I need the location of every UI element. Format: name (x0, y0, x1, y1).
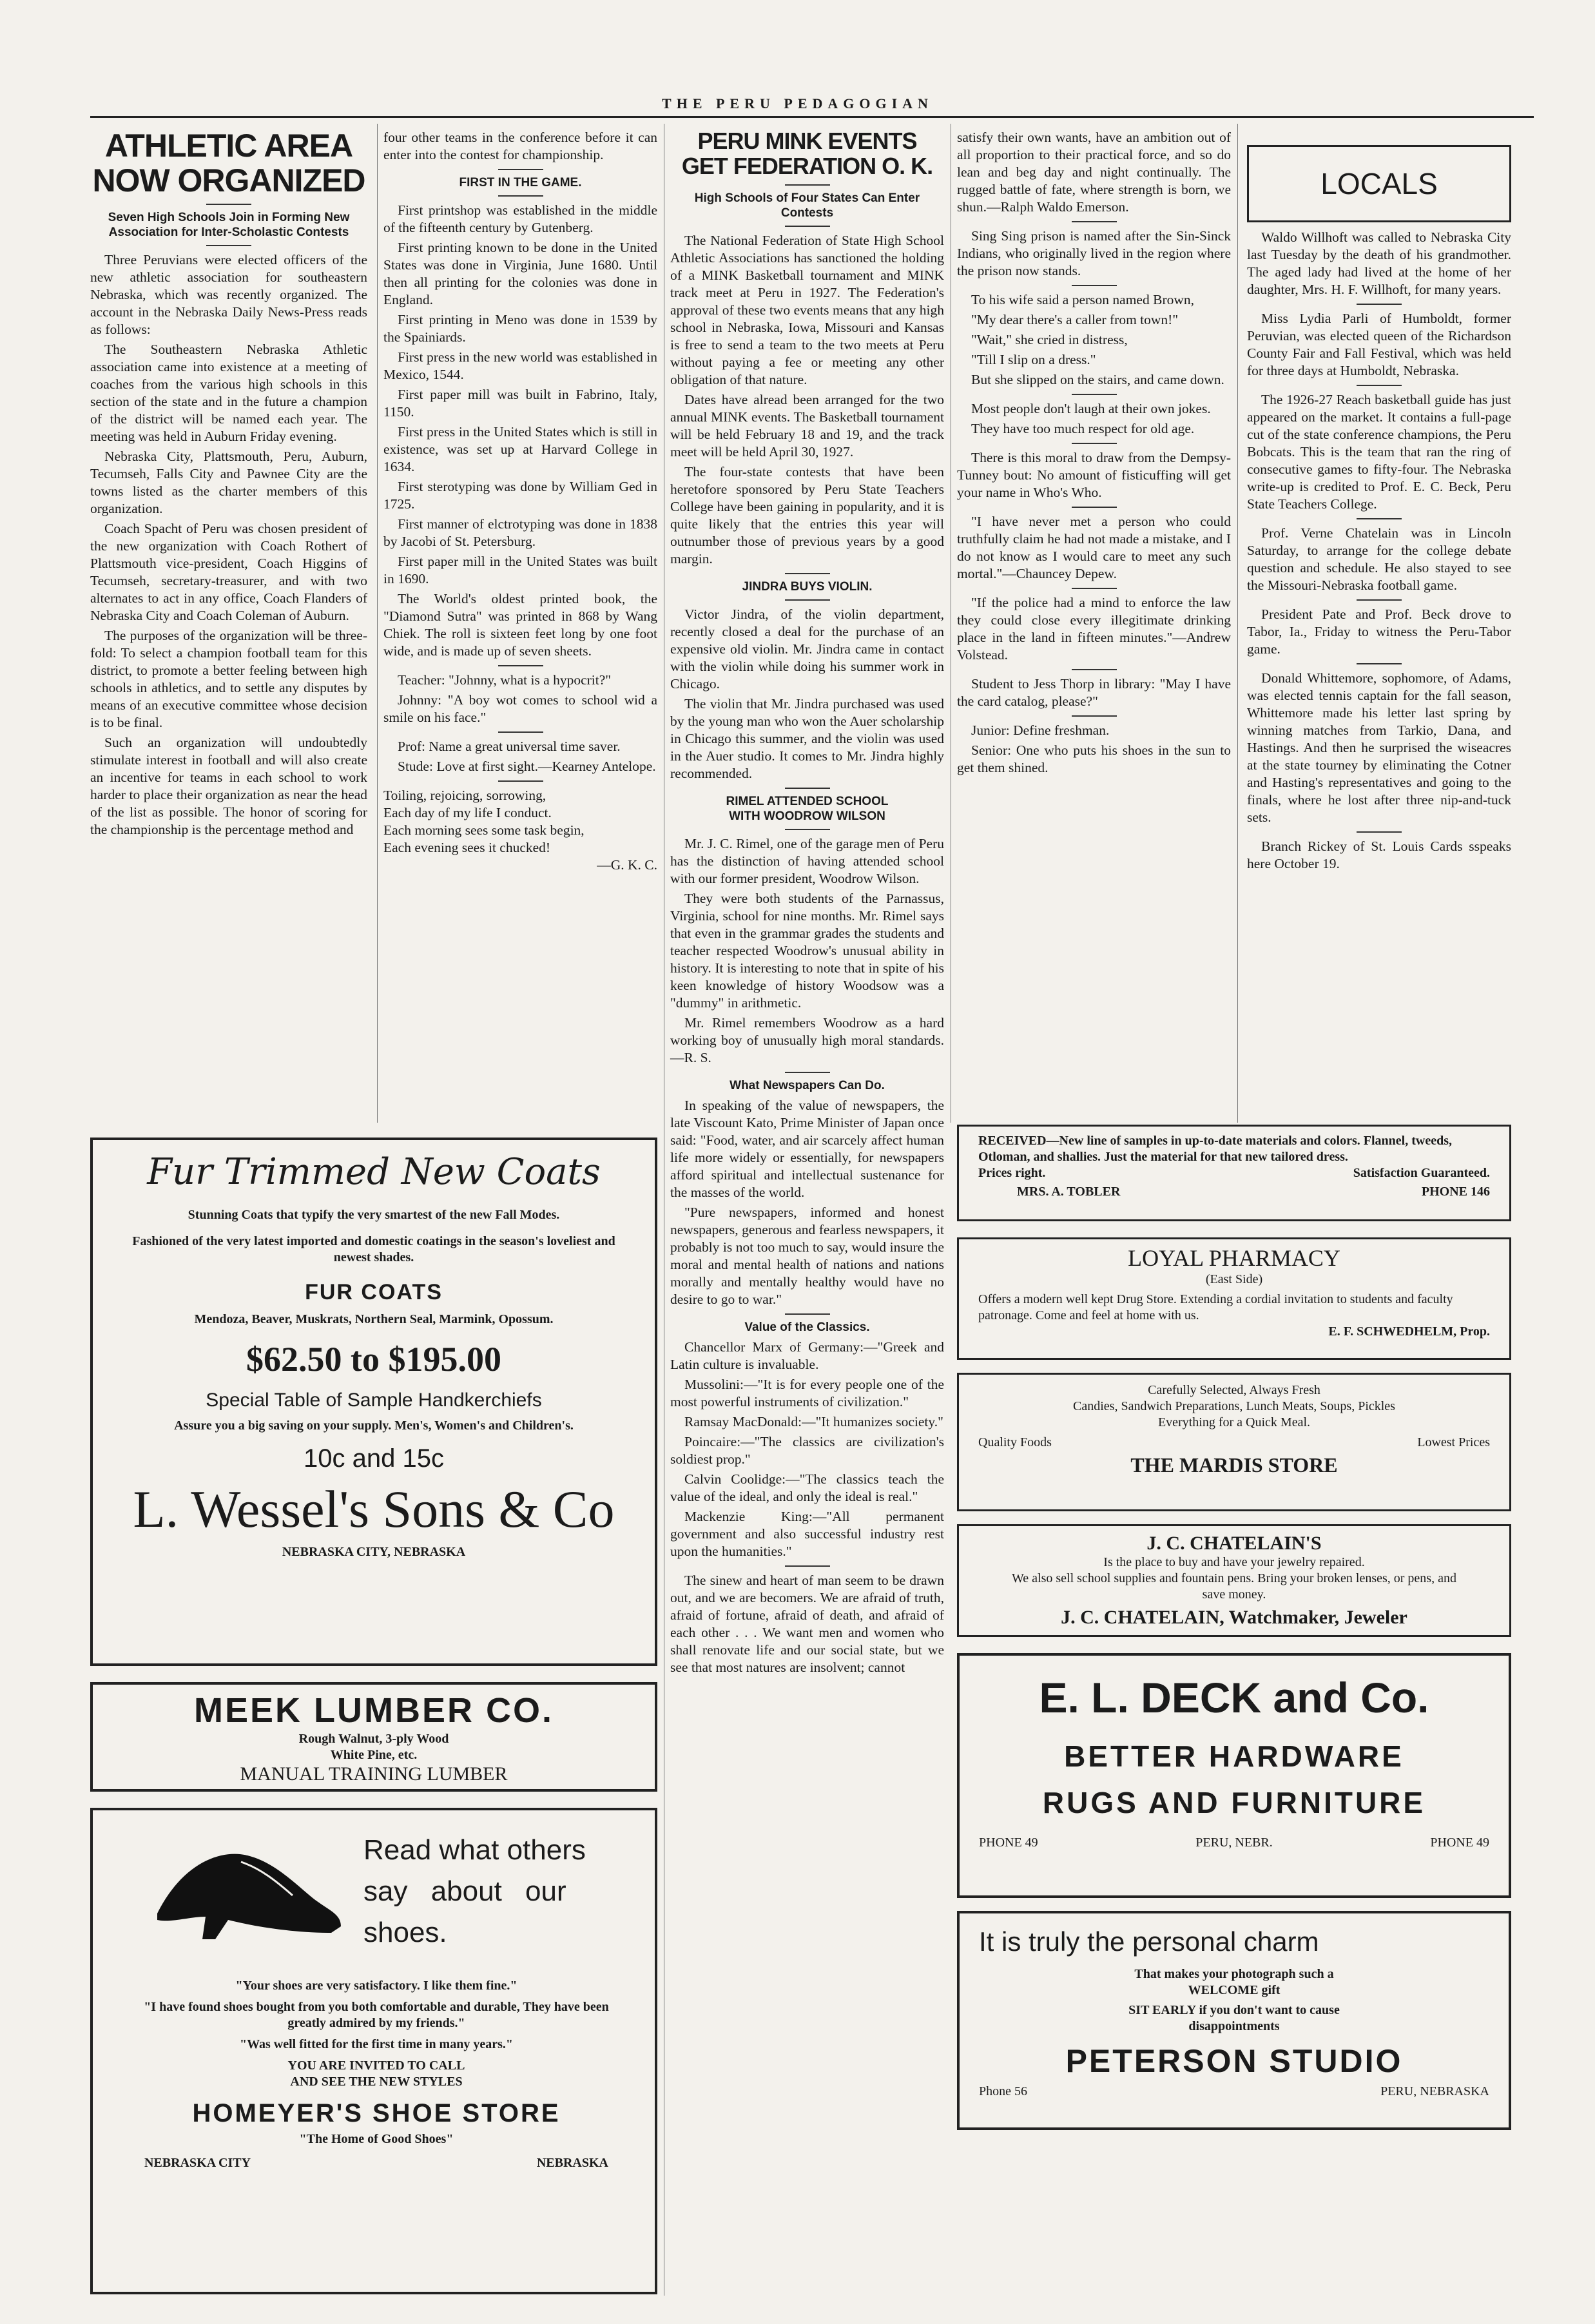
paragraph: First manner of elctrotyping was done in 1838 by Jacobi of St. Petersburg. (383, 516, 657, 549)
limerick-line: To his wife said a person named Brown, (971, 292, 1195, 307)
divider (498, 195, 543, 197)
shoe-illustration (144, 1836, 351, 1946)
paragraph: First press in the United States which is still in existence, was set up at Harvard College in 1634. (383, 424, 657, 474)
signature: —G. K. C. (597, 857, 657, 873)
ad-line: Quality Foods (978, 1435, 1052, 1449)
ad-line: BETTER HARDWARE (1064, 1739, 1404, 1773)
local-item: Miss Lydia Parli of Humboldt, former Peruvian, was elected queen of the Richardson County Fair and Fall Festival, which was held for three days at Humboldt, Nebraska. (1247, 311, 1511, 378)
local-item: Prof. Verne Chatelain was in Lincoln Saturday, to arrange for the college debate question and schedule. He also stayed to see the Missouri-Nebraska football game. (1247, 525, 1511, 593)
divider (785, 788, 830, 789)
ad-proprietor: E. F. SCHWEDHELM, Prop. (1328, 1324, 1490, 1339)
paragraph: Chancellor Marx of Germany:—"Greek and Latin culture is invaluable. (670, 1339, 944, 1372)
limerick-line: "Till I slip on a dress." (971, 352, 1096, 367)
col-divider-1 (377, 124, 378, 1123)
paragraph: "If the police had a mind to enforce the law they could close every illegitimate drinking place in the land in fifteen minutes."—Andrew Volstead. (957, 595, 1231, 663)
article-subhead: High Schools of Four States Can Enter Contests (694, 191, 920, 220)
ad-subhead: Special Table of Sample Handkerchiefs (206, 1390, 542, 1411)
paragraph: Ramsay MacDonald:—"It humanizes society." (684, 1414, 943, 1429)
paragraph: Sing Sing prison is named after the Sin-Sinck Indians, who originally lived in the region where the prison now stands. (957, 228, 1231, 278)
paragraph: First paper mill in the United States was built in 1690. (383, 554, 657, 586)
ad-line: Candies, Sandwich Preparations, Lunch Meats, Soups, Pickles (1073, 1399, 1395, 1413)
poem-line: Each evening sees it chucked! (383, 840, 551, 855)
ad-store-name: L. Wessel's Sons & Co (133, 1480, 615, 1538)
divider (785, 1072, 830, 1073)
divider (498, 731, 543, 733)
paragraph: The Southeastern Nebraska Athletic association came into existence at a meeting of coaches from the various high schools in this section of the state and in the future a champion of the district will be named each year. The meeting was held in Auburn Friday evening. (90, 342, 367, 444)
divider (1357, 663, 1402, 664)
meek-lumber-ad (90, 1682, 657, 1792)
paragraph: First press in the new world was established in Mexico, 1544. (383, 349, 657, 382)
deck-ad (957, 1653, 1511, 1898)
local-item: Waldo Willhoft was called to Nebraska City last Tuesday by the death of his grandmother. The aged lady had lived at the home of her daughter, Mrs. H. F. Willhoft, for many years. (1247, 229, 1511, 297)
ad-line: SIT EARLY if you don't want to cause (1128, 2003, 1340, 2017)
ad-store-name: MEEK LUMBER CO. (194, 1691, 554, 1730)
divider (498, 780, 543, 782)
divider (1072, 285, 1117, 286)
section-heading: RIMEL ATTENDED SCHOOL (726, 795, 889, 808)
divider (785, 829, 830, 830)
ad-store-name: PETERSON STUDIO (1065, 2043, 1403, 2079)
divider (1072, 669, 1117, 670)
section-heading: JINDRA BUYS VIOLIN. (742, 580, 873, 594)
divider (1357, 385, 1402, 386)
ad-phone: PHONE 49 (979, 1835, 1038, 1850)
ad-city: PERU, NEBRASKA (1380, 2084, 1489, 2098)
ad-line: Satisfaction Guaranteed. (1353, 1166, 1490, 1180)
divider (1072, 394, 1117, 395)
ad-line: Rough Walnut, 3-ply Wood (298, 1732, 449, 1746)
ad-store-name: HOMEYER'S SHOE STORE (192, 2099, 561, 2127)
paragraph: In speaking of the value of newspapers, the late Viscount Kato, Prime Minister of Japan once said: "Food, water, and air scarcely affect human life more widely or essentially, for newspapers afford spiritual and intellectual sustenance for the masses of the world. (670, 1098, 944, 1200)
ad-line: Everything for a Quick Meal. (1157, 1415, 1311, 1429)
paragraph: Stude: Love at first sight.—Kearney Antelope. (398, 759, 656, 774)
tobler-ad (957, 1125, 1511, 1221)
article-headline-2: NOW ORGANIZED (92, 162, 365, 199)
ad-line: Fashioned of the very latest imported and domestic coatings in the season's loveliest and newest shades. (132, 1234, 615, 1264)
paragraph: Poincaire:—"The classics are civilization's soldiest prop." (670, 1434, 944, 1467)
paragraph: They were both students of the Parnassus, Virginia, school for nine months. Mr. Rimel says that even in the grammar grades the students and teacher respected Woodrow's unusual ability in history. It is interesting to note that in spite of his keen knowledge of history Woodsow was a "dummy" in arithmetic. (670, 891, 944, 1011)
paragraph: First sterotyping was done by William Ged in 1725. (383, 479, 657, 512)
mardis-store-ad (957, 1373, 1511, 1511)
paragraph: The World's oldest printed book, the "Diamond Sutra" was printed in 868 by Wang Chiek. The roll is sixteen feet long by one foot wide, and is made up of seven sheets. (383, 591, 657, 659)
divider (785, 184, 830, 186)
ad-store-name: MRS. A. TOBLER (1017, 1185, 1121, 1199)
article-headline: ATHLETIC AREA (104, 128, 353, 164)
ad-signature: J. C. CHATELAIN, Watchmaker, Jeweler (1061, 1607, 1407, 1628)
locals-title: LOCALS (1320, 167, 1438, 200)
paragraph: Nebraska City, Plattsmouth, Peru, Auburn, Tecumseh, Falls City and Pawnee City are the towns listed as the charter members of this organization. (90, 449, 367, 516)
ad-line: AND SEE THE NEW STYLES (290, 2075, 463, 2089)
ad-line: YOU ARE INVITED TO CALL (287, 2058, 465, 2073)
local-item: Donald Whittemore, sophomore, of Adams, was elected tennis captain for the fall season, Whittemore made his letter last spring by winning matches from Tarkio, Dana, and Hastings. And then he surprised the wiseacres at the state tourney by eliminating the Cotner and Hasting's representatives and going to the finals, where he lost after three nip-and-tuck sets. (1247, 670, 1511, 825)
section-heading: FIRST IN THE GAME. (459, 176, 582, 189)
ad-line: disappointments (1188, 2019, 1280, 2033)
local-item: President Pate and Prof. Beck drove to Tabor, Ia., Friday to witness the Peru-Tabor game. (1247, 606, 1511, 657)
paragraph: four other teams in the conference before it can enter into the contest for championship. (383, 130, 657, 162)
ad-line: That makes your photograph such a (1134, 1967, 1334, 1981)
paragraph: The four-state contests that have been heretofore sponsored by Peru State Teachers College have been gaining in popularity, and it is quite likely that the entries this year will outnumber those of previous years by a good margin. (670, 464, 944, 566)
column-three (670, 129, 944, 1679)
paragraph: There is this moral to draw from the Dempsy-Tunney bout: No amount of fisticuffing will get your name in Who's Who. (957, 450, 1231, 500)
locals-header-box (1247, 145, 1511, 222)
divider (785, 599, 830, 601)
poem-line: Toiling, rejoicing, sorrowing, (383, 788, 546, 803)
paragraph: "Pure newspapers, informed and honest newspapers, generous and fearless newspapers, it probably is not too much to say, would insure the moral and mental health of nations and nations morally and mentally healthy would have no desire to go to war." (670, 1205, 944, 1307)
section-heading: What Newspapers Can Do. (730, 1079, 885, 1092)
divider (1357, 831, 1402, 833)
ad-line: Offers a modern well kept Drug Store. Extending a cordial invitation to students and faculty patronage. Come and feel at home with us. (978, 1292, 1453, 1322)
loyal-pharmacy-ad (957, 1237, 1511, 1360)
ad-price: $62.50 to $195.00 (246, 1340, 501, 1379)
paragraph: The National Federation of State High School Athletic Associations has sanctioned the holding of a MINK Basketball tournament and MINK track meet at Peru in 1927. The Federation's approval of these two events means that any high school in Nebraska, Iowa, Missouri and Kansas is free to send a team to the two meets at Peru without paying a fee or meeting any other obligation of that nature. (670, 233, 944, 387)
masthead: THE PERU PEDAGOGIAN (662, 95, 933, 111)
paragraph: Mussolini:—"It is for every people one of the most powerful instruments of civilization." (670, 1377, 944, 1409)
divider (498, 169, 543, 170)
ad-line: Is the place to buy and have your jewelry repaired. (1103, 1555, 1365, 1569)
paragraph: satisfy their own wants, have an ambition out of all proportion to their practical force, and so do lean and beg day and night continually. The rugged battle of fate, where strength is born, we shun.—Ralph Waldo Emerson. (957, 130, 1231, 215)
section-heading-2: WITH WOODROW WILSON (729, 809, 885, 823)
divider (1357, 599, 1402, 601)
local-item: Branch Rickey of St. Louis Cards sspeaks here October 19. (1247, 838, 1511, 871)
article-subhead: Seven High Schools Join in Forming New Association for Inter-Scholastic Contests (108, 211, 350, 239)
divider (1357, 304, 1402, 305)
divider (785, 1313, 830, 1315)
ad-subhead: FUR COATS (305, 1280, 443, 1304)
ad-store-name: THE MARDIS STORE (1130, 1453, 1338, 1477)
paragraph: Calvin Coolidge:—"The classics teach the value of the ideal, and only the ideal is real." (670, 1471, 944, 1504)
paragraph: Three Peruvians were elected officers of the new athletic association for southeastern Nebraska, which was recently organized. The account in the Nebraska Daily News-Press reads as follows: (90, 252, 367, 337)
divider (1357, 518, 1402, 519)
paragraph: Mackenzie King:—"All permanent government and also successful industry rest upon the humanities." (670, 1509, 944, 1559)
ad-line: Assure you a big saving on your supply. Men's, Women's and Children's. (174, 1419, 574, 1433)
divider (1072, 715, 1117, 717)
paragraph: They have too much respect for old age. (971, 421, 1195, 436)
paragraph: The purposes of the organization will be three-fold: To select a champion football team for this district, to promote a better feeling between high schools in athletics, and to settle any disputes by means of an executive committee whose decision is to be final. (90, 628, 367, 730)
ad-headline: Read what others (363, 1834, 586, 1866)
ad-city: NEBRASKA CITY, NEBRASKA (282, 1545, 466, 1559)
limerick-line: "My dear there's a caller from town!" (971, 312, 1179, 327)
paragraph: The sinew and heart of man seem to be drawn out, and we are becomers. We are afraid of truth, afraid of fortune, afraid of death, and afraid of each other . . . We want men and women who shall renovate life and our social state, but we see that most natures are insolvent; cannot (670, 1573, 944, 1675)
limerick-line: "Wait," she cried in distress, (971, 332, 1128, 347)
paragraph: First printing in Meno was done in 1539 by the Spainiards. (383, 312, 657, 345)
ad-line: Lowest Prices (1417, 1435, 1490, 1449)
testimonial: "Was well fitted for the first time in many years." (240, 2037, 513, 2051)
ad-line: WELCOME gift (1188, 1983, 1281, 1997)
paragraph: Senior: One who puts his shoes in the sun to get them shined. (957, 742, 1231, 775)
local-item: The 1926-27 Reach basketball guide has just appeared on the market. It contains a full-page cut of the state conference champions, the Peru Bobcats. This is the team that ran the ring of consecutive games to fifty-four. The Nebraska write-up is credited to Prof. E. C. Beck, Peru State Teachers College. (1247, 392, 1511, 512)
ad-phone: Phone 56 (979, 2084, 1027, 2098)
divider (1072, 507, 1117, 508)
chatelain-ad (957, 1524, 1511, 1637)
ad-line: Mendoza, Beaver, Muskrats, Northern Seal, Marmink, Opossum. (194, 1312, 554, 1326)
ad-headline: It is truly the personal charm (979, 1926, 1319, 1957)
homeyer-shoe-ad (90, 1808, 657, 2294)
ad-store-name: E. L. DECK and Co. (1039, 1674, 1429, 1721)
article-headline-2: GET FEDERATION O. K. (681, 153, 933, 179)
ad-state: NEBRASKA (536, 2156, 608, 2170)
ad-line: Carefully Selected, Always Fresh (1148, 1383, 1320, 1397)
wessel-ad (90, 1138, 657, 1666)
paragraph: Teacher: "Johnny, what is a hypocrit?" (398, 672, 612, 688)
paragraph: Coach Spacht of Peru was chosen president of the new organization with Coach Rothert of Plattsmouth vice-president, Coach Higgins of Tecumseh, secretary-treasurer, and with two alternates to act in any office, Coach Flanders of Nebraska City and Coach Coleman of Auburn. (90, 521, 367, 623)
paragraph: Mr. J. C. Rimel, one of the garage men of Peru has the distinction of having attended school with our former president, Woodrow Wilson. (670, 836, 944, 886)
ad-price: 10c and 15c (304, 1444, 444, 1473)
paragraph: "I have never met a person who could truthfully claim he had not made a mistake, and I do not know as I would care to meet any such mortal."—Chauncey Depew. (957, 514, 1231, 581)
ad-line: We also sell school supplies and fountain pens. Bring your broken lenses, or pens, and save money. (1012, 1571, 1456, 1602)
paragraph: Johnny: "A boy wot comes to school wid a smile on his face." (383, 692, 657, 725)
paragraph: The violin that Mr. Jindra purchased was used by the young man who won the Auer scholarship in Chicago this summer, and the violin was used in the Auer studio. It comes to Mr. Jindra highly recommended. (670, 696, 944, 781)
ad-line: RUGS AND FURNITURE (1042, 1786, 1426, 1819)
limerick-line: But she slipped on the stairs, and came down. (971, 372, 1224, 387)
paragraph: Student to Jess Thorp in library: "May I have the card catalog, please?" (957, 676, 1231, 709)
paragraph: First paper mill was built in Fabrino, Italy, 1150. (383, 387, 657, 420)
divider (206, 245, 251, 246)
ad-store-name: J. C. CHATELAIN'S (1146, 1533, 1322, 1554)
ad-line: Prices right. (978, 1166, 1046, 1180)
paragraph: First printshop was established in the middle of the fifteenth century by Gutenberg. (383, 202, 657, 235)
divider (785, 1565, 830, 1567)
athletic-article (90, 129, 367, 841)
ad-line: White Pine, etc. (330, 1748, 418, 1762)
ad-line: MANUAL TRAINING LUMBER (240, 1763, 508, 1785)
paragraph: Dates have alread been arranged for the two annual MINK events. The Basketball tournament will be held February 18 and 19, and the track meet will be held April 30, 1927. (670, 392, 944, 460)
ad-tagline: "The Home of Good Shoes" (299, 2132, 454, 2146)
masthead-rule (90, 116, 1534, 118)
ad-line: (East Side) (1205, 1272, 1263, 1286)
ad-phone: PHONE 49 (1430, 1835, 1489, 1850)
ad-city: NEBRASKA CITY (144, 2156, 251, 2170)
column-two (383, 129, 657, 874)
poem-line: Each day of my life I conduct. (383, 805, 552, 820)
ad-line: Stunning Coats that typify the very smartest of the new Fall Modes. (188, 1208, 560, 1222)
col-divider-4 (1237, 124, 1238, 1123)
ad-headline: Fur Trimmed New Coats (147, 1151, 601, 1193)
column-four (957, 129, 1231, 779)
locals-column (1247, 229, 1511, 875)
testimonial: "Your shoes are very satisfactory. I like them fine." (235, 1979, 517, 1993)
ad-phone: PHONE 146 (1421, 1185, 1490, 1199)
testimonial: "I have found shoes bought from you both comfortable and durable, They have been greatly admired by my friends." (144, 2000, 609, 2030)
paragraph: Mr. Rimel remembers Woodrow as a hard working boy of unusually high moral standards.—R. S. (670, 1015, 944, 1065)
divider (1072, 443, 1117, 444)
paragraph: Junior: Define freshman. (971, 722, 1110, 738)
ad-headline-3: shoes. (363, 1917, 447, 1948)
peterson-studio-ad (957, 1911, 1511, 2130)
divider (498, 665, 543, 666)
ad-line: RECEIVED—New line of samples in up-to-date materials and colors. Flannel, tweeds, Otloman, and shallies. Just the material for that new tailored dress. (978, 1134, 1452, 1164)
paragraph: First printing known to be done in the United States was done in Virginia, June 1680. Until then all printing for the colonies was done in England. (383, 240, 657, 307)
article-headline: PERU MINK EVENTS (697, 128, 917, 154)
ad-headline-2: say about our (363, 1875, 566, 1907)
divider (785, 573, 830, 574)
ad-store-name: LOYAL PHARMACY (1128, 1245, 1340, 1271)
paragraph: Victor Jindra, of the violin department, recently closed a deal for the purchase of an expensive old violin. Mr. Jindra came in contact with the violin while doing his summer work in Chicago. (670, 606, 944, 692)
ad-city: PERU, NEBR. (1195, 1835, 1273, 1850)
divider (206, 204, 251, 205)
divider (785, 226, 830, 227)
divider (1072, 588, 1117, 589)
poem-line: Each morning sees some task begin, (383, 822, 585, 838)
paragraph: Most people don't laugh at their own jokes. (971, 401, 1211, 416)
paragraph: Such an organization will undoubtedly stimulate interest in football and will also create an incentive for teams in each school to work harder to place their organization as near the head of the list as possible. The honor of scoring for the championship is the percentage method and (90, 735, 367, 837)
section-heading: Value of the Classics. (744, 1321, 870, 1334)
paragraph: Prof: Name a great universal time saver. (398, 739, 621, 754)
divider (1072, 221, 1117, 222)
